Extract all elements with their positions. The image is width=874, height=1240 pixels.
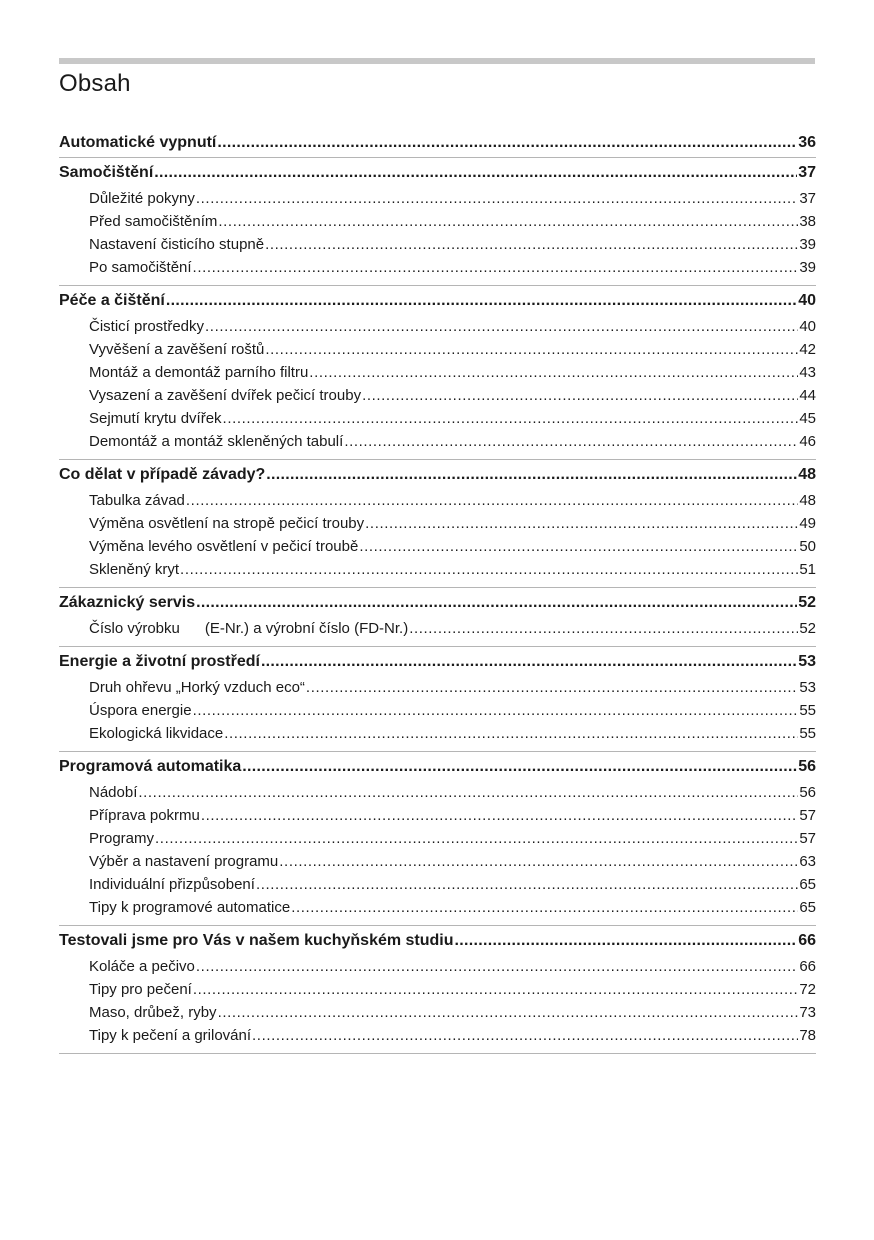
dot-leader [266,460,797,489]
toc-section [59,128,816,158]
toc-page-number: 37 [799,190,816,207]
toc-subentry-title: Před samočištěním [89,213,218,230]
dot-leader [265,338,798,361]
toc-chapter-title: Co dělat v případě závady? [59,466,266,483]
dot-leader [409,617,798,640]
toc-page-number: 36 [798,134,816,151]
dot-leader [201,804,798,827]
toc-subentry[interactable] [59,617,816,640]
toc-page-number: 45 [799,410,816,427]
toc-subentry[interactable] [59,535,816,558]
toc-subentry[interactable] [59,384,816,407]
toc-page-number: 53 [799,679,816,696]
toc-section [59,588,816,647]
dot-leader [265,233,798,256]
toc-subentry-title: Druh ohřevu „Horký vzduch eco“ [89,679,305,696]
toc-chapter-title: Programová automatika [59,758,242,775]
toc-subentry-title: Tipy k pečení a grilování [89,1027,252,1044]
toc-subentry[interactable] [59,1024,816,1047]
toc-subentry[interactable] [59,804,816,827]
toc-subentry[interactable] [59,361,816,384]
toc-chapter-title: Zákaznický servis [59,594,196,611]
dot-leader [218,210,798,233]
toc-subentry-title: Nádobí [89,784,138,801]
dot-leader [223,407,799,430]
dot-leader [196,187,798,210]
dot-leader [155,827,798,850]
dot-leader [359,535,798,558]
toc-page-number: 55 [799,702,816,719]
dot-leader [166,286,797,315]
toc-page-number: 65 [799,876,816,893]
dot-leader [218,1001,799,1024]
toc-page-number: 66 [798,932,816,949]
toc-chapter-entry[interactable] [59,926,816,955]
toc-subentry-title: Příprava pokrmu [89,807,200,824]
dot-leader [180,558,798,581]
toc-subentry[interactable] [59,407,816,430]
dot-leader [306,676,798,699]
toc-page-number: 65 [799,899,816,916]
table-of-contents [59,128,816,1054]
toc-chapter-entry[interactable] [59,286,816,315]
toc-page-number: 44 [799,387,816,404]
toc-subentry[interactable] [59,699,816,722]
toc-subentry[interactable] [59,430,816,453]
toc-page-number: 46 [799,433,816,450]
toc-page-number: 52 [798,594,816,611]
toc-chapter-title: Péče a čištění [59,292,165,309]
header-rule [59,58,815,64]
toc-chapter-entry[interactable] [59,647,816,676]
toc-subentry[interactable] [59,512,816,535]
toc-page-number: 63 [799,853,816,870]
toc-subentry-title: Nastavení čisticího stupně [89,236,265,253]
toc-page-number: 52 [799,620,816,637]
dot-leader [291,896,798,919]
toc-page-number: 48 [799,492,816,509]
toc-subentry-title: Důležité pokyny [89,190,195,207]
toc-chapter-entry[interactable] [59,460,816,489]
dot-leader [252,1024,798,1047]
toc-page-number: 56 [798,758,816,775]
dot-leader [309,361,798,384]
toc-page-number: 72 [799,981,816,998]
toc-page-number: 57 [799,830,816,847]
toc-page-number: 56 [799,784,816,801]
toc-subentry-title: Montáž a demontáž parního filtru [89,364,309,381]
dot-leader [193,256,799,279]
toc-subentry-title: Demontáž a montáž skleněných tabulí [89,433,344,450]
toc-page-number: 39 [799,259,816,276]
toc-subentry[interactable] [59,489,816,512]
dot-leader [193,978,798,1001]
toc-subentry-title: Ekologická likvidace [89,725,224,742]
toc-subentry[interactable] [59,873,816,896]
dot-leader [256,873,798,896]
toc-subentry[interactable] [59,676,816,699]
toc-subentry[interactable] [59,187,816,210]
toc-subentry-title: Úspora energie [89,702,192,719]
toc-subentry[interactable] [59,256,816,279]
toc-page-number: 39 [799,236,816,253]
toc-subentry-title: Tipy k programové automatice [89,899,291,916]
toc-subentry[interactable] [59,315,816,338]
dot-leader [196,588,797,617]
toc-subentry[interactable] [59,896,816,919]
toc-subentry-title: Vysazení a zavěšení dvířek pečicí trouby [89,387,362,404]
dot-leader [344,430,798,453]
toc-chapter-entry[interactable] [59,588,816,617]
toc-subentry-title: Tipy pro pečení [89,981,192,998]
dot-leader [362,384,798,407]
dot-leader [138,781,798,804]
toc-subentry-title: Tabulka závad [89,492,185,509]
toc-page-number: 55 [799,725,816,742]
toc-subentry[interactable] [59,722,816,745]
dot-leader [365,512,798,535]
toc-subentry[interactable] [59,338,816,361]
toc-subentry-title: Sejmutí krytu dvířek [89,410,222,427]
dot-leader [205,315,798,338]
dot-leader [217,128,797,157]
toc-page-number: 51 [799,561,816,578]
toc-page-number: 43 [799,364,816,381]
toc-subentry-title: Vyvěšení a zavěšení roštů [89,341,265,358]
toc-subentry[interactable] [59,233,816,256]
toc-subentry[interactable] [59,1001,816,1024]
toc-page-number: 49 [799,515,816,532]
toc-page-number: 78 [799,1027,816,1044]
toc-subentry-title: Výměna osvětlení na stropě pečicí trouby [89,515,365,532]
dot-leader [224,722,798,745]
toc-page-number: 42 [799,341,816,358]
toc-subentry[interactable] [59,827,816,850]
toc-section [59,926,816,1054]
dot-leader [186,489,798,512]
toc-page-number: 50 [799,538,816,555]
toc-subentry[interactable] [59,955,816,978]
toc-section [59,158,816,286]
toc-page-number: 57 [799,807,816,824]
toc-subentry-title: Koláče a pečivo [89,958,195,975]
toc-page-number: 40 [798,292,816,309]
toc-subentry-title: Čisticí prostředky [89,318,205,335]
toc-subentry[interactable] [59,210,816,233]
toc-subentry[interactable] [59,558,816,581]
toc-page-number: 66 [799,958,816,975]
page-title: Obsah [59,70,131,97]
toc-page-number: 53 [798,653,816,670]
toc-chapter-title: Energie a životní prostředí [59,653,260,670]
toc-subentry-title: Maso, drůbež, ryby [89,1004,217,1021]
toc-chapter-title: Samočištění [59,164,154,181]
dot-leader [279,850,798,873]
dot-leader [455,926,798,955]
toc-section [59,752,816,926]
toc-subentry-title: Programy [89,830,155,847]
toc-subentry[interactable] [59,781,816,804]
toc-subentry[interactable] [59,978,816,1001]
toc-chapter-entry[interactable] [59,752,816,781]
toc-section [59,647,816,752]
dot-leader [193,699,799,722]
toc-subentry-title: Skleněný kryt [89,561,180,578]
dot-leader [196,955,798,978]
toc-subentry-title: Po samočištění [89,259,192,276]
toc-chapter-title: Automatické vypnutí [59,134,217,151]
toc-chapter-title: Testovali jsme pro Vás v našem kuchyňském studiu [59,932,454,949]
dot-leader [261,647,797,676]
toc-section [59,286,816,460]
toc-subentry-title: Číslo výrobku (E-Nr.) a výrobní číslo (FD-Nr.) [89,620,409,637]
toc-page-number: 40 [799,318,816,335]
toc-chapter-entry[interactable] [59,158,816,187]
toc-page-number: 38 [799,213,816,230]
toc-subentry-title: Individuální přizpůsobení [89,876,255,893]
dot-leader [242,752,797,781]
toc-page-number: 48 [798,466,816,483]
toc-page-number: 73 [799,1004,816,1021]
toc-subentry-title: Výměna levého osvětlení v pečicí troubě [89,538,359,555]
toc-section [59,460,816,588]
toc-chapter-entry[interactable] [59,128,816,157]
toc-page-number: 37 [798,164,816,181]
toc-subentry-title: Výběr a nastavení programu [89,853,279,870]
dot-leader [154,158,797,187]
toc-subentry[interactable] [59,850,816,873]
